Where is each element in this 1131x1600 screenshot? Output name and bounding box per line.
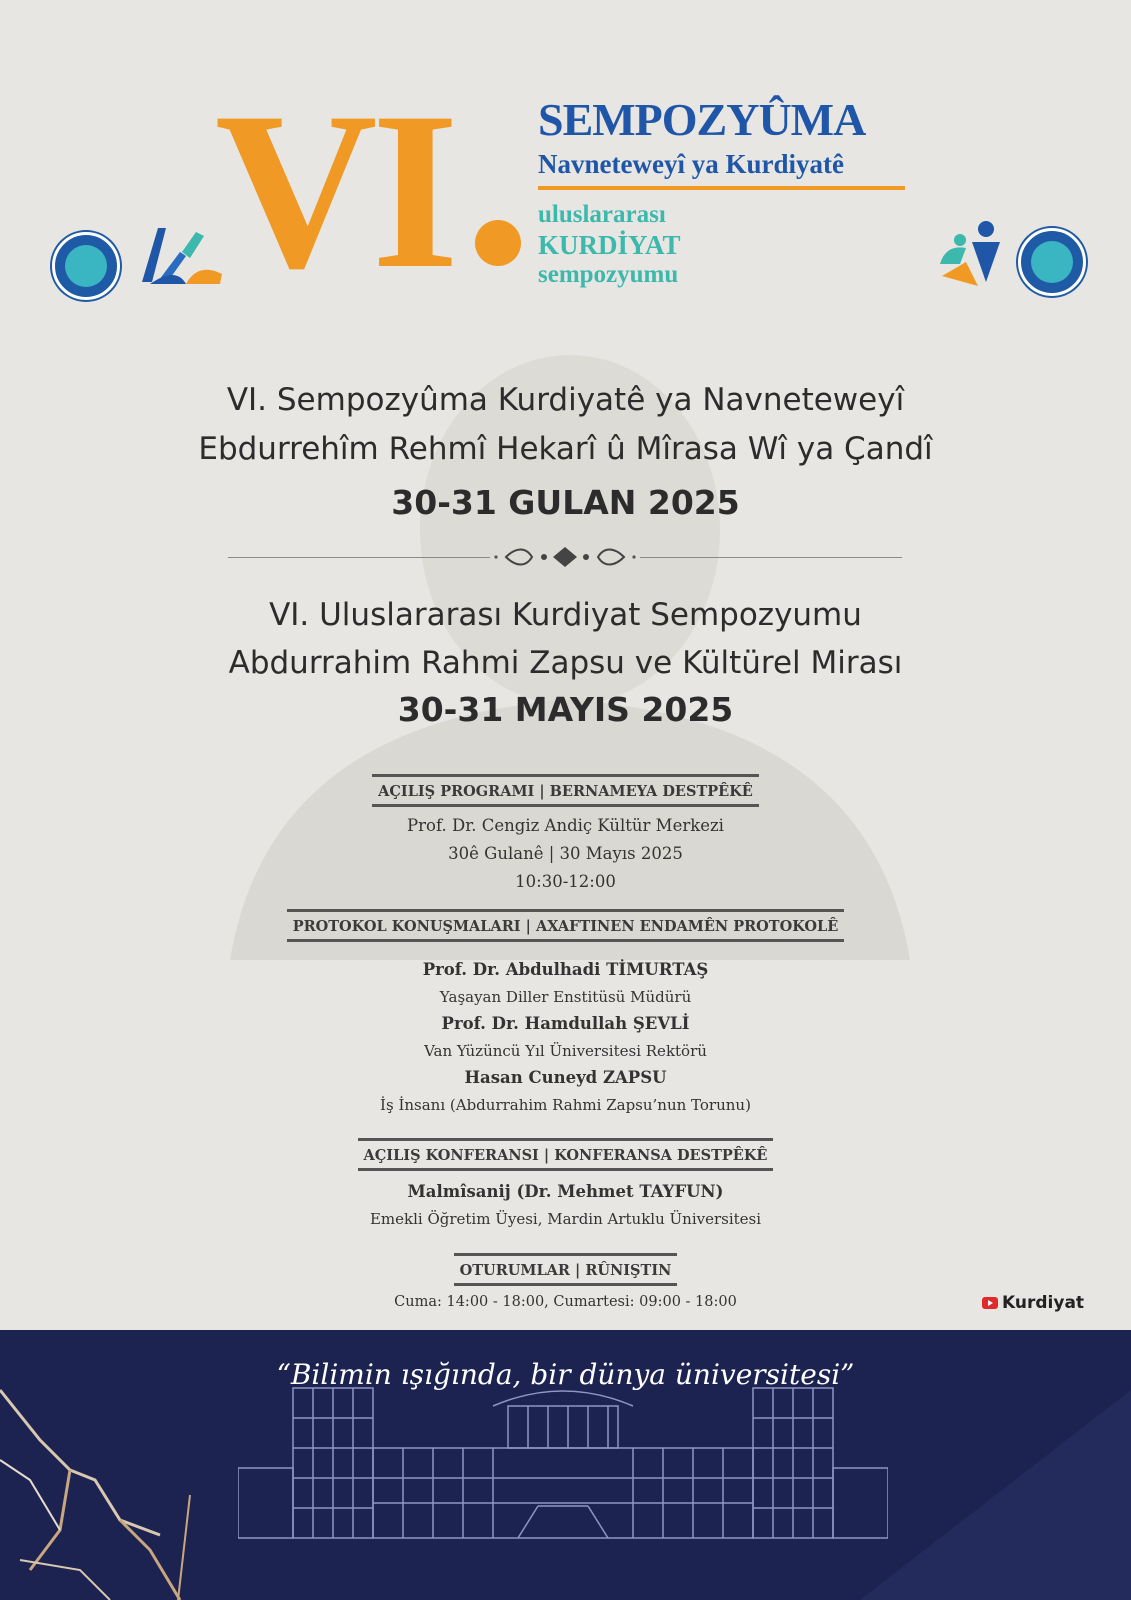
footer-banner	[0, 1330, 1131, 1600]
opening-time-text: 10:30-12:00	[515, 872, 616, 891]
keynote-name: Malmîsanij (Dr. Mehmet TAYFUN)	[407, 1182, 724, 1201]
conference-section	[0, 1138, 1131, 1171]
protocol-section	[0, 909, 1131, 942]
opening-date-text: 30ê Gulanê | 30 Mayıs 2025	[448, 844, 683, 863]
symposium-tr-line3: sempozyumu	[538, 261, 679, 288]
symposium-title-ku: SEMPOZYÛMA	[538, 94, 866, 145]
youtube-channel-link[interactable]	[982, 1293, 1084, 1313]
symposium-subtitle-ku: Navneteweyî ya Kurdiyatê	[538, 149, 844, 179]
speaker-role: Yaşayan Diller Enstitüsü Müdürü	[439, 988, 692, 1006]
campus-building-illustration	[238, 1378, 888, 1548]
title-ku-line2: Ebdurrehîm Rehmî Hekarî û Mîrasa Wî ya Çandî	[198, 431, 933, 467]
numeral-dot	[475, 220, 521, 266]
symposium-tr-line2: KURDİYAT	[538, 230, 681, 260]
keynote-role: Emekli Öğretim Üyesi, Mardin Artuklu Üniversitesi	[369, 1210, 762, 1228]
divider-left	[228, 557, 490, 558]
institute-people-logo	[936, 220, 1002, 290]
title-tr-line1: VI. Uluslararası Kurdiyat Sempozyumu	[269, 597, 862, 633]
opening-program-header: AÇILIŞ PROGRAMI | BERNAMEYA DESTPÊKÊ	[372, 774, 759, 807]
university-emblem-left	[52, 232, 120, 300]
speaker-role: İş İnsanı (Abdurrahim Rahmi Zapsu’nun Torunu)	[380, 1096, 751, 1114]
sessions-time: Cuma: 14:00 - 18:00, Cumartesi: 09:00 - 18:00	[394, 1294, 737, 1310]
venue-text: Prof. Dr. Cengiz Andiç Kültür Merkezi	[407, 816, 724, 835]
footer-motto: “Bilimin ışığında, bir dünya üniversitesi”	[276, 1358, 855, 1391]
title-ku-date: 30-31 GULAN 2025	[391, 483, 740, 522]
youtube-icon	[982, 1297, 998, 1309]
university-emblem-right	[1018, 228, 1086, 296]
symposium-tr-line1: uluslararası	[538, 201, 666, 228]
title-tr-date: 30-31 MAYIS 2025	[397, 690, 734, 729]
protocol-header: PROTOKOL KONUŞMALARI | AXAFTINEN ENDAMÊN PROTOKOLÊ	[287, 909, 845, 942]
title-tr-line2: Abdurrahim Rahmi Zapsu ve Kültürel Mirası	[228, 645, 903, 681]
speaker-name: Prof. Dr. Abdulhadi TİMURTAŞ	[422, 960, 709, 979]
speaker-name: Hasan Cuneyd ZAPSU	[464, 1068, 667, 1087]
sessions-header: OTURUMLAR | RÛNIŞTIN	[454, 1253, 678, 1286]
conference-header: AÇILIŞ KONFERANSI | KONFERANSA DESTPÊKÊ	[358, 1138, 774, 1171]
sessions-section	[0, 1253, 1131, 1286]
kurdiyat-book-logo	[136, 222, 226, 288]
title-ku-line1: VI. Sempozyûma Kurdiyatê ya Navneteweyî	[226, 382, 905, 418]
symposium-underline	[538, 186, 905, 190]
ornament-divider	[492, 545, 638, 569]
speaker-role: Van Yüzüncü Yıl Üniversitesi Rektörü	[424, 1042, 707, 1060]
youtube-label: Kurdiyat	[1002, 1293, 1085, 1313]
roman-numeral: VI	[215, 100, 521, 280]
divider-right	[640, 557, 902, 558]
speaker-name: Prof. Dr. Hamdullah ŞEVLİ	[441, 1014, 690, 1033]
opening-program-section	[0, 774, 1131, 807]
